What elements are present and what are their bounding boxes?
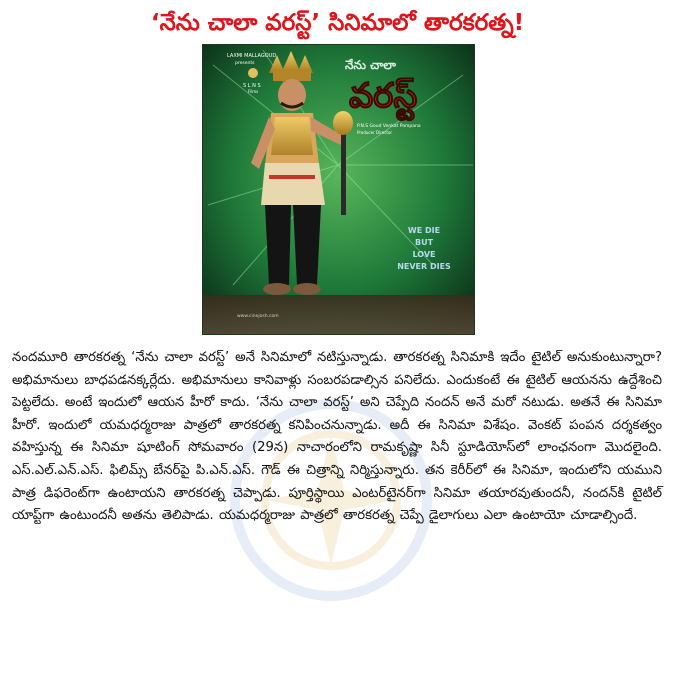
poster-tagline-1: WE DIE: [407, 226, 441, 235]
poster-banner-films: Films: [248, 89, 259, 94]
poster-tagline-3: LOVE: [412, 250, 436, 259]
poster-banner: S L N S: [243, 83, 261, 89]
headline: ‘నేను చాలా వరస్ట్’ సినిమాలో తారకరత్న!: [150, 10, 525, 36]
poster-title-main: వరస్ట్: [349, 76, 418, 116]
banner-logo: [248, 68, 258, 78]
poster-tagline-2: BUT: [414, 238, 434, 247]
article-body: నందమూరి తారకరత్న ‘నేను చాలా వరస్ట్’ అనే సినిమాలో నటిస్తున్నాడు. తారకరత్న సినిమాకి ఇదేం టైటిల్ అనుకుంటున్నారా? అభిమానులు బాధపడనక్కర్లేదు. అభిమానులు కానివాళ్లు సంబరపడాల్సిన పనిలేదు. ఎందుకంటే ఈ టైటిల్ ఆయనను ఉద్దేశించి పెట్టలేదు. అంటే ఇందులో ఆయన హీరో కాదు. ‘నేను చాలా వరస్ట్’ అని చెప్పేది నందన్ అనే మరో నటుడు. అతనే ఈ సినిమా హీరో. ఇందులో యమధర్మరాజు పాత్రలో తారకరత్న కనిపించనున్నాడు. అదీ ఈ సినిమా విశేషం. వెంకట్ పంపన దర్శకత్వం వహిస్తున్న ఈ సినిమా షూటింగ్ సోమవారం (29న) నాచారంలోని రామకృష్ణా సినీ స్టూడియోస్‌లో లాంఛనంగా మొదలైంది. ఎస్.ఎల్.ఎన్.ఎస్. ఫిలిమ్స్ బేనర్‌పై పి.ఎన్.ఎస్. గౌడ్ ఈ చిత్రాన్ని నిర్మిస్తున్నారు. తన కెరీర్‌లో ఈ సినిమా, ఇందులోని యముని పాత్ర డిఫరెంట్‌గా ఉంటాయని తారకరత్న చెప్పాడు. పూర్తిస్థాయి ఎంటర్‌టైనర్‌గా సినిమా తయారవుతుందనీ, నందన్‌కి టైటిల్ యాప్ట్‌గా ఉంటుందనీ అతను తెలిపాడు. యమధర్మరాజు పాత్రలో తారకరత్న చెప్పే డైలాగులు ఎలా ఉంటాయో చూడాల్సిందే.: [12, 350, 662, 524]
poster-site: www.cinejosh.com: [237, 314, 279, 319]
poster-tagline-4: NEVER DIES: [397, 262, 451, 271]
poster-credits: P.N.S Goud Venkat Pampana: [357, 124, 421, 129]
poster-credits-roles: Producer Director: [357, 130, 393, 135]
poster-presents: presents: [235, 61, 255, 66]
poster-presenter: LAXMI MALLAGOUD: [227, 53, 277, 59]
poster-title-top: నేను చాలా: [345, 58, 396, 72]
movie-poster: [202, 44, 475, 335]
